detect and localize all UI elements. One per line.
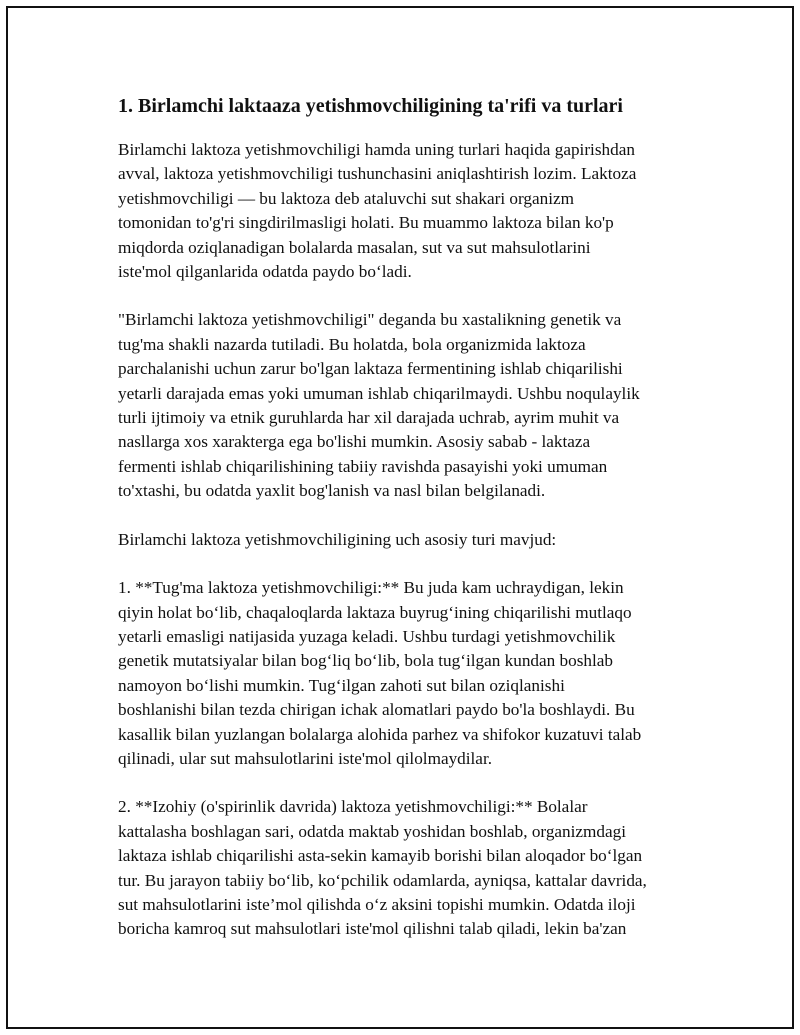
text-line: kattalasha boshlagan sari, odatda maktab yoshidan boshlab, organizmdagi	[118, 821, 627, 841]
text-line: tomonidan to'g'ri singdirilmasligi holati. Bu muammo laktoza bilan ko'p	[118, 213, 614, 233]
text-line: fermenti ishlab chiqarilishining tabiiy ravishda pasayishi yoki umuman	[118, 456, 608, 476]
text-line: laktaza ishlab chiqarilishi asta-sekin kamayib borishi bilan aloqador bo‘lgan	[118, 846, 643, 866]
text-line: turli ijtimoiy va etnik guruhlarda har xil darajada uchrab, ayrim muhit va	[118, 408, 620, 428]
text-line: parchalanishi uchun zarur bo'lgan laktaza fermentining ishlab chiqarilishi	[118, 359, 623, 379]
text-line: nasllarga xos xarakterga ega bo'lishi mumkin. Asosiy sabab - laktaza	[118, 432, 591, 452]
text-line: boshlanishi bilan tezda chirigan ichak alomatlari paydo bo'la boshlaydi. Bu	[118, 700, 635, 720]
paragraph-list	[118, 138, 698, 942]
text-line: to'xtashi, bu odatda yaxlit bog'lanish va nasl bilan belgilanadi.	[118, 481, 546, 501]
text-line: yetishmovchiligi — bu laktoza deb ataluvchi sut shakari organizm	[118, 188, 574, 208]
text-line: yetarli darajada emas yoki umuman ishlab chiqarilmaydi. Ushbu noqulaylik	[118, 383, 640, 403]
text-line: kasallik bilan yuzlangan bolalarga alohida parhez va shifokor kuzatuvi talab	[118, 724, 642, 744]
text-line: 2. **Izohiy (o'spirinlik davrida) laktoza yetishmovchiligi:** Bolalar	[118, 797, 588, 817]
text-line: namoyon bo‘lishi mumkin. Tug‘ilgan zahoti sut bilan oziqlanishi	[118, 675, 565, 695]
text-line: 1. **Tug'ma laktoza yetishmovchiligi:** Bu juda kam uchraydigan, lekin	[118, 578, 624, 598]
text-line: Birlamchi laktoza yetishmovchiligi hamda uning turlari haqida gapirishdan	[118, 140, 635, 159]
text-line: miqdorda oziqlanadigan bolalarda masalan, sut va sut mahsulotlarini	[118, 237, 591, 257]
paragraph	[118, 138, 698, 284]
text-line: iste'mol qilganlarida odatda paydo bo‘ladi.	[118, 262, 412, 282]
text-line: sut mahsulotlarini iste’mol qilishda o‘z aksini topishi mumkin. Odatda iloji	[118, 894, 636, 914]
paragraph	[118, 795, 698, 941]
text-line: tur. Bu jarayon tabiiy bo‘lib, ko‘pchilik odamlarda, ayniqsa, kattalar davrida,	[118, 870, 647, 890]
document-body	[118, 92, 698, 966]
text-line: qilinadi, ular sut mahsulotlarini iste'mol qilolmaydilar.	[118, 748, 493, 768]
text-line: qiyin holat bo‘lib, chaqaloqlarda laktaza buyrug‘ining chiqarilishi mutlaqo	[118, 602, 632, 622]
paragraph	[118, 308, 698, 503]
paragraph	[118, 528, 698, 552]
text-line: boricha kamroq sut mahsulotlari iste'mol qilishni talab qiladi, lekin ba'zan	[118, 919, 627, 939]
text-line: yetarli emasligi natijasida yuzaga keladi. Ushbu turdagi yetishmovchilik	[118, 626, 616, 646]
text-line: avval, laktoza yetishmovchiligi tushunchasini aniqlashtirish lozim. Laktoza	[118, 164, 637, 184]
text-line: Birlamchi laktoza yetishmovchiligining uch asosiy turi mavjud:	[118, 529, 557, 549]
text-line: "Birlamchi laktoza yetishmovchiligi" deganda bu xastalikning genetik va	[118, 310, 622, 330]
text-line: tug'ma shakli nazarda tutiladi. Bu holatda, bola organizmida laktoza	[118, 334, 586, 354]
text-line: genetik mutatsiyalar bilan bog‘liq bo‘lib, bola tug‘ilgan kundan boshlab	[118, 651, 613, 671]
paragraph	[118, 576, 698, 771]
section-heading: 1. Birlamchi laktaaza yetishmovchiligining ta'rifi va turlari	[118, 95, 623, 117]
